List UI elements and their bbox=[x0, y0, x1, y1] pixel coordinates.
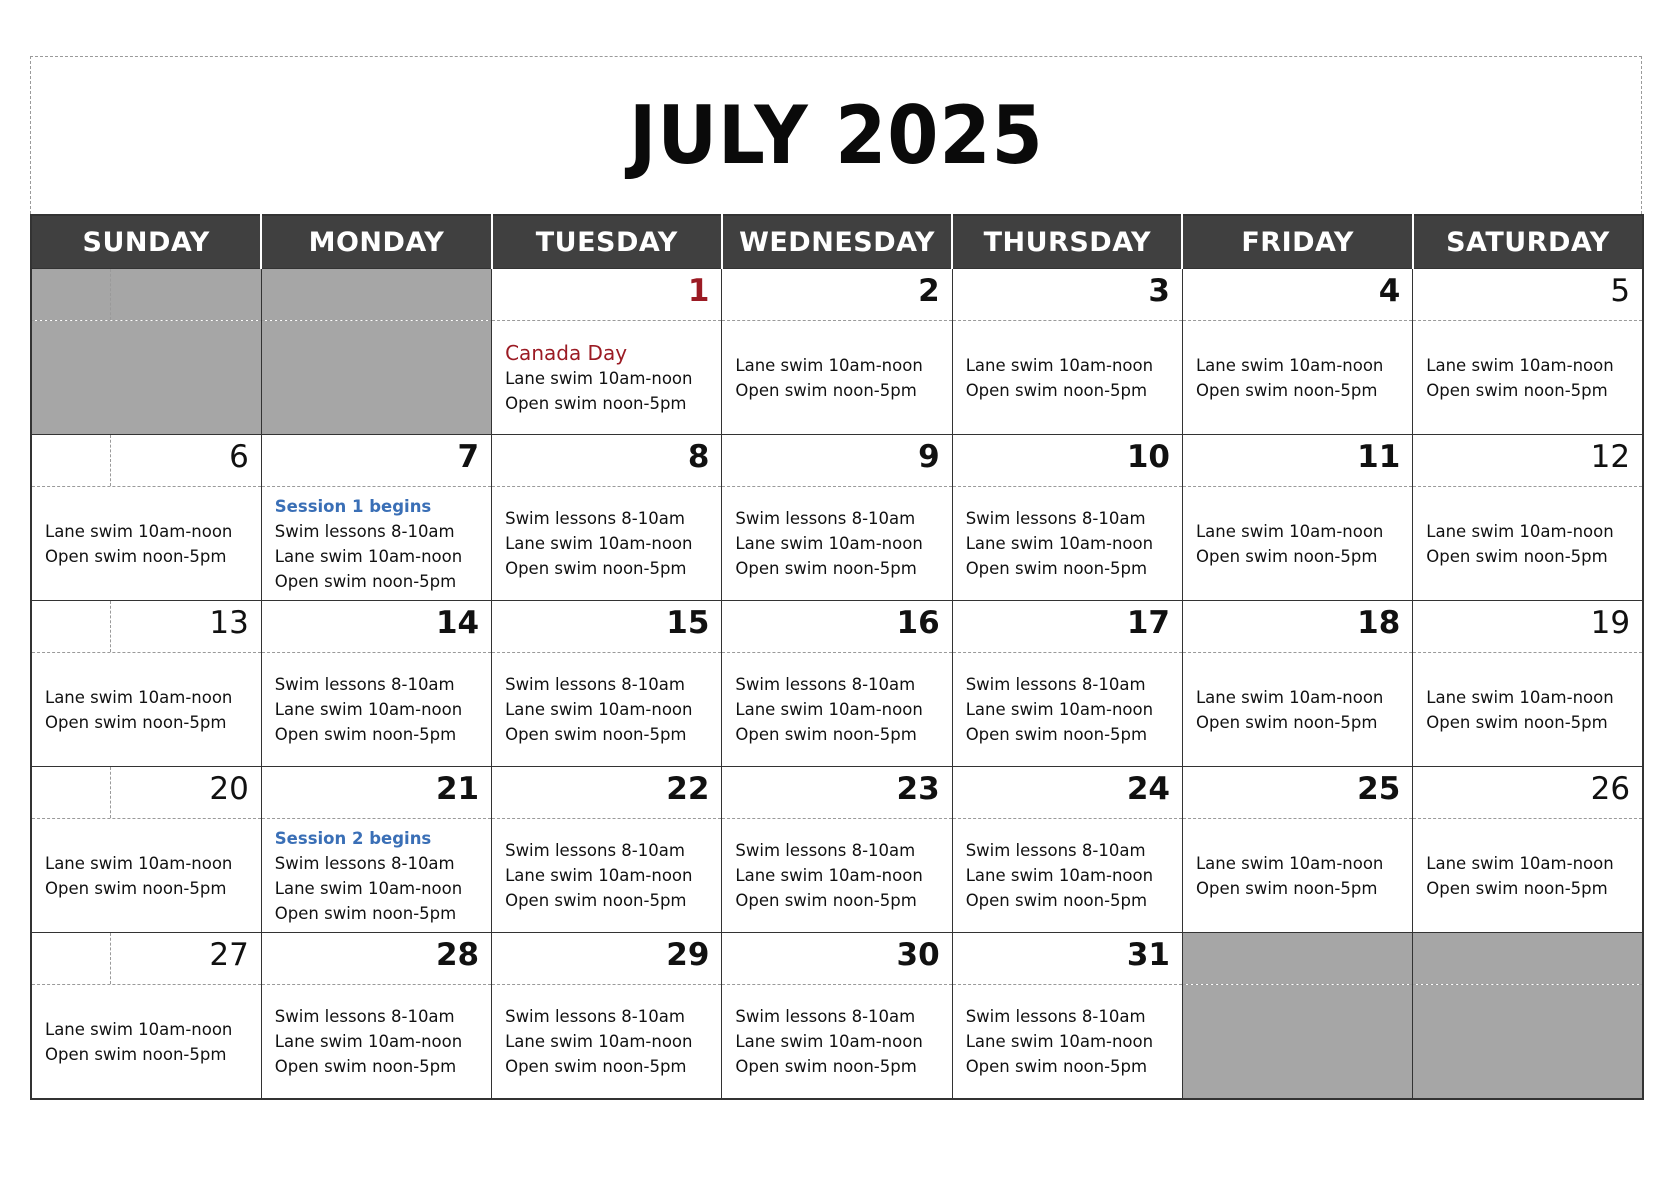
day-number: 29 bbox=[666, 937, 710, 973]
empty-day-cell bbox=[261, 269, 491, 321]
event-list bbox=[262, 985, 491, 1098]
event-list bbox=[953, 321, 1182, 434]
day-31-events-cell[interactable] bbox=[952, 985, 1182, 1100]
weekday-friday: FRIDAY bbox=[1182, 215, 1412, 269]
empty-day-cell bbox=[1413, 985, 1643, 1100]
event-item: Lane swim 10am-noon bbox=[505, 866, 693, 885]
day-number: 18 bbox=[1357, 605, 1401, 641]
event-list bbox=[262, 819, 491, 932]
day-9-number-cell[interactable] bbox=[722, 435, 952, 487]
event-list bbox=[262, 487, 491, 600]
event-item: Lane swim 10am-noon bbox=[965, 534, 1154, 553]
week-5-events-row bbox=[31, 985, 1643, 1100]
event-list bbox=[492, 653, 721, 766]
sunday-divider-line bbox=[110, 435, 111, 486]
day-number: 12 bbox=[1590, 439, 1631, 475]
day-10-events-cell[interactable] bbox=[952, 487, 1182, 601]
event-item: Lane swim 10am-noon bbox=[274, 1032, 463, 1051]
day-19-number-cell[interactable] bbox=[1413, 601, 1643, 653]
day-13-events-cell[interactable] bbox=[31, 653, 261, 767]
event-list bbox=[1413, 487, 1642, 600]
day-5-number-cell[interactable] bbox=[1413, 269, 1643, 321]
day-31-number-cell[interactable] bbox=[952, 933, 1182, 985]
event-list bbox=[32, 985, 261, 1098]
day-17-events-cell[interactable] bbox=[952, 653, 1182, 767]
day-22-events-cell[interactable] bbox=[492, 819, 722, 933]
event-item: Lane swim 10am-noon bbox=[735, 700, 923, 719]
event-list bbox=[1183, 819, 1412, 932]
day-6-number-cell[interactable] bbox=[31, 435, 261, 487]
day-number: 23 bbox=[896, 771, 940, 807]
day-19-events-cell[interactable] bbox=[1413, 653, 1643, 767]
empty-day-cell bbox=[1413, 933, 1643, 985]
weekday-sunday: SUNDAY bbox=[31, 215, 261, 269]
day-16-number-cell[interactable] bbox=[722, 601, 952, 653]
day-4-events-cell[interactable] bbox=[1182, 321, 1412, 435]
event-item: Swim lessons 8-10am bbox=[274, 1007, 455, 1026]
day-number: 15 bbox=[666, 605, 710, 641]
event-item: Swim lessons 8-10am bbox=[274, 521, 455, 541]
event-item: Open swim noon-5pm bbox=[505, 1057, 687, 1076]
day-number: 27 bbox=[209, 937, 249, 973]
week-1-events-row bbox=[31, 321, 1643, 435]
weekday-thursday: THURSDAY bbox=[952, 215, 1182, 269]
event-item: Lane swim 10am-noon bbox=[1426, 687, 1614, 707]
day-1-number-cell[interactable] bbox=[492, 269, 722, 321]
calendar-grid bbox=[30, 214, 1644, 1100]
event-item: Lane swim 10am-noon bbox=[735, 355, 923, 375]
event-item: Lane swim 10am-noon bbox=[274, 878, 463, 898]
event-item: Lane swim 10am-noon bbox=[45, 1019, 233, 1039]
day-20-events-cell[interactable] bbox=[31, 819, 261, 933]
weekday-monday: MONDAY bbox=[261, 215, 491, 269]
event-item: Open swim noon-5pm bbox=[1426, 380, 1608, 400]
sunday-divider-line bbox=[110, 933, 111, 984]
day-25-events-cell[interactable] bbox=[1182, 819, 1412, 933]
holiday-label: Canada Day bbox=[505, 340, 628, 365]
day-13-number-cell[interactable] bbox=[31, 601, 261, 653]
event-list bbox=[722, 321, 951, 434]
event-item: Open swim noon-5pm bbox=[45, 546, 227, 566]
day-number: 26 bbox=[1590, 771, 1631, 807]
day-number: 7 bbox=[457, 439, 480, 475]
event-item: Swim lessons 8-10am bbox=[735, 509, 916, 528]
session-label: Session 2 begins bbox=[274, 828, 432, 848]
event-item: Lane swim 10am-noon bbox=[45, 687, 233, 707]
day-number: 17 bbox=[1126, 605, 1170, 641]
day-22-number-cell[interactable] bbox=[492, 767, 722, 819]
day-24-events-cell[interactable] bbox=[952, 819, 1182, 933]
event-list bbox=[1413, 321, 1642, 434]
event-item: Open swim noon-5pm bbox=[735, 891, 917, 910]
day-12-events-cell[interactable] bbox=[1413, 487, 1643, 601]
day-7-events-cell[interactable] bbox=[261, 487, 491, 601]
day-7-number-cell[interactable] bbox=[261, 435, 491, 487]
event-item: Open swim noon-5pm bbox=[274, 571, 457, 591]
day-30-events-cell[interactable] bbox=[722, 985, 952, 1100]
event-item: Open swim noon-5pm bbox=[1426, 546, 1608, 566]
sunday-divider-line bbox=[110, 269, 111, 320]
event-item: Lane swim 10am-noon bbox=[45, 521, 233, 541]
weekday-header-row bbox=[31, 215, 1643, 269]
event-item: Open swim noon-5pm bbox=[735, 559, 917, 578]
day-3-number-cell[interactable] bbox=[952, 269, 1182, 321]
day-17-number-cell[interactable] bbox=[952, 601, 1182, 653]
day-15-number-cell[interactable] bbox=[492, 601, 722, 653]
event-list bbox=[1183, 487, 1412, 600]
event-item: Swim lessons 8-10am bbox=[505, 675, 685, 694]
day-number: 9 bbox=[918, 439, 940, 475]
title-area bbox=[30, 56, 1642, 214]
day-23-number-cell[interactable] bbox=[722, 767, 952, 819]
day-number: 20 bbox=[209, 771, 249, 807]
day-23-events-cell[interactable] bbox=[722, 819, 952, 933]
day-27-events-cell[interactable] bbox=[31, 985, 261, 1100]
day-number: 13 bbox=[209, 605, 249, 641]
day-14-events-cell[interactable] bbox=[261, 653, 491, 767]
empty-day-cell bbox=[1182, 985, 1412, 1100]
event-item: Open swim noon-5pm bbox=[45, 712, 227, 732]
event-item: Open swim noon-5pm bbox=[965, 559, 1148, 578]
calendar-sheet bbox=[30, 56, 1642, 1100]
event-item: Lane swim 10am-noon bbox=[505, 1032, 693, 1051]
week-2-events-row bbox=[31, 487, 1643, 601]
day-11-events-cell[interactable] bbox=[1182, 487, 1412, 601]
day-10-number-cell[interactable] bbox=[952, 435, 1182, 487]
event-item: Open swim noon-5pm bbox=[1195, 380, 1378, 400]
session-label: Session 1 begins bbox=[274, 496, 432, 516]
day-18-number-cell[interactable] bbox=[1182, 601, 1412, 653]
day-number: 16 bbox=[896, 605, 940, 641]
day-16-events-cell[interactable] bbox=[722, 653, 952, 767]
day-14-number-cell[interactable] bbox=[261, 601, 491, 653]
day-2-events-cell[interactable] bbox=[722, 321, 952, 435]
event-item: Swim lessons 8-10am bbox=[735, 1007, 916, 1026]
event-item: Swim lessons 8-10am bbox=[505, 1007, 685, 1026]
day-11-number-cell[interactable] bbox=[1182, 435, 1412, 487]
empty-day-cell bbox=[261, 321, 491, 435]
day-number: 11 bbox=[1357, 439, 1401, 475]
day-20-number-cell[interactable] bbox=[31, 767, 261, 819]
event-item: Open swim noon-5pm bbox=[1195, 878, 1378, 898]
day-4-number-cell[interactable] bbox=[1182, 269, 1412, 321]
day-25-number-cell[interactable] bbox=[1182, 767, 1412, 819]
event-item: Swim lessons 8-10am bbox=[735, 675, 916, 694]
event-item: Open swim noon-5pm bbox=[735, 1057, 917, 1076]
day-2-number-cell[interactable] bbox=[722, 269, 952, 321]
empty-day-cell bbox=[1182, 933, 1412, 985]
week-2-date-row bbox=[31, 435, 1643, 487]
weekday-wednesday: WEDNESDAY bbox=[722, 215, 952, 269]
day-12-number-cell[interactable] bbox=[1413, 435, 1643, 487]
empty-day-cell bbox=[31, 269, 261, 321]
event-list bbox=[722, 985, 951, 1098]
day-1-events-cell[interactable] bbox=[492, 321, 722, 435]
event-item: Open swim noon-5pm bbox=[965, 1057, 1148, 1076]
event-list bbox=[32, 819, 261, 932]
day-number: 21 bbox=[435, 771, 480, 807]
event-item: Lane swim 10am-noon bbox=[735, 534, 923, 553]
day-number: 4 bbox=[1378, 273, 1401, 309]
day-26-events-cell[interactable] bbox=[1413, 819, 1643, 933]
event-item: Open swim noon-5pm bbox=[965, 725, 1148, 744]
event-item: Lane swim 10am-noon bbox=[274, 700, 463, 719]
day-15-events-cell[interactable] bbox=[492, 653, 722, 767]
event-list bbox=[953, 487, 1182, 600]
calendar-body bbox=[31, 269, 1643, 1100]
day-number: 3 bbox=[1148, 273, 1170, 309]
event-item: Lane swim 10am-noon bbox=[505, 368, 693, 388]
event-item: Swim lessons 8-10am bbox=[965, 841, 1146, 860]
event-item: Open swim noon-5pm bbox=[505, 891, 687, 910]
day-8-number-cell[interactable] bbox=[492, 435, 722, 487]
day-26-number-cell[interactable] bbox=[1413, 767, 1643, 819]
day-6-events-cell[interactable] bbox=[31, 487, 261, 601]
event-item: Lane swim 10am-noon bbox=[1426, 853, 1614, 873]
day-28-events-cell[interactable] bbox=[261, 985, 491, 1100]
event-list bbox=[492, 819, 721, 932]
event-item: Open swim noon-5pm bbox=[505, 393, 687, 413]
event-item: Open swim noon-5pm bbox=[1426, 712, 1608, 732]
event-item: Lane swim 10am-noon bbox=[965, 355, 1154, 375]
day-number: 5 bbox=[1610, 273, 1631, 309]
day-number: 22 bbox=[666, 771, 710, 807]
day-21-number-cell[interactable] bbox=[261, 767, 491, 819]
event-list bbox=[722, 819, 951, 932]
event-item: Open swim noon-5pm bbox=[505, 559, 687, 578]
sunday-divider-line bbox=[110, 601, 111, 652]
empty-day-cell bbox=[31, 321, 261, 435]
event-list bbox=[492, 487, 721, 600]
event-list bbox=[32, 487, 261, 600]
event-item: Swim lessons 8-10am bbox=[965, 509, 1146, 528]
week-1-date-row bbox=[31, 269, 1643, 321]
event-list bbox=[953, 985, 1182, 1098]
day-9-events-cell[interactable] bbox=[722, 487, 952, 601]
day-18-events-cell[interactable] bbox=[1182, 653, 1412, 767]
sunday-divider-line bbox=[110, 767, 111, 818]
event-item: Lane swim 10am-noon bbox=[965, 700, 1154, 719]
calendar-title: JULY 2025 bbox=[628, 89, 1044, 182]
day-28-number-cell[interactable] bbox=[261, 933, 491, 985]
event-list bbox=[492, 985, 721, 1098]
event-item: Swim lessons 8-10am bbox=[505, 509, 685, 528]
day-number: 14 bbox=[435, 605, 480, 641]
event-item: Lane swim 10am-noon bbox=[965, 1032, 1154, 1051]
day-number: 19 bbox=[1590, 605, 1631, 641]
day-24-number-cell[interactable] bbox=[952, 767, 1182, 819]
day-29-events-cell[interactable] bbox=[492, 985, 722, 1100]
event-item: Open swim noon-5pm bbox=[735, 380, 917, 400]
week-5-date-row bbox=[31, 933, 1643, 985]
event-item: Lane swim 10am-noon bbox=[505, 534, 693, 553]
event-item: Open swim noon-5pm bbox=[1195, 712, 1378, 732]
event-item: Lane swim 10am-noon bbox=[1195, 853, 1384, 873]
day-27-number-cell[interactable] bbox=[31, 933, 261, 985]
day-number: 31 bbox=[1126, 937, 1170, 973]
day-number: 8 bbox=[687, 439, 710, 475]
event-item: Open swim noon-5pm bbox=[274, 725, 457, 744]
day-5-events-cell[interactable] bbox=[1413, 321, 1643, 435]
event-item: Lane swim 10am-noon bbox=[1426, 521, 1614, 541]
event-item: Open swim noon-5pm bbox=[965, 891, 1148, 910]
event-item: Lane swim 10am-noon bbox=[1195, 687, 1384, 707]
event-item: Lane swim 10am-noon bbox=[274, 546, 463, 566]
event-list bbox=[953, 653, 1182, 766]
day-number: 30 bbox=[896, 937, 940, 973]
event-list bbox=[32, 653, 261, 766]
event-list bbox=[262, 653, 491, 766]
weekday-saturday: SATURDAY bbox=[1413, 215, 1643, 269]
event-item: Swim lessons 8-10am bbox=[274, 675, 455, 694]
event-item: Swim lessons 8-10am bbox=[965, 675, 1146, 694]
day-number: 24 bbox=[1126, 771, 1170, 807]
event-item: Open swim noon-5pm bbox=[1426, 878, 1608, 898]
event-item: Lane swim 10am-noon bbox=[735, 866, 923, 885]
event-item: Open swim noon-5pm bbox=[505, 725, 687, 744]
event-list bbox=[1413, 653, 1642, 766]
event-item: Lane swim 10am-noon bbox=[735, 1032, 923, 1051]
week-3-date-row bbox=[31, 601, 1643, 653]
weekday-tuesday: TUESDAY bbox=[492, 215, 722, 269]
day-number: 6 bbox=[229, 439, 249, 475]
day-number: 10 bbox=[1126, 439, 1170, 475]
day-3-events-cell[interactable] bbox=[952, 321, 1182, 435]
day-8-events-cell[interactable] bbox=[492, 487, 722, 601]
event-item: Swim lessons 8-10am bbox=[505, 841, 685, 860]
day-number: 1 bbox=[687, 273, 710, 309]
event-item: Swim lessons 8-10am bbox=[965, 1007, 1146, 1026]
event-item: Lane swim 10am-noon bbox=[505, 700, 693, 719]
event-list bbox=[1413, 819, 1642, 932]
event-item: Open swim noon-5pm bbox=[1195, 546, 1378, 566]
day-29-number-cell[interactable] bbox=[492, 933, 722, 985]
event-item: Open swim noon-5pm bbox=[735, 725, 917, 744]
day-number: 2 bbox=[918, 273, 940, 309]
event-item: Open swim noon-5pm bbox=[45, 878, 227, 898]
event-item: Lane swim 10am-noon bbox=[1195, 521, 1384, 541]
event-item: Lane swim 10am-noon bbox=[965, 866, 1154, 885]
event-item: Lane swim 10am-noon bbox=[45, 853, 233, 873]
event-item: Open swim noon-5pm bbox=[274, 1057, 457, 1076]
event-item: Swim lessons 8-10am bbox=[274, 853, 455, 873]
event-list bbox=[1183, 653, 1412, 766]
day-30-number-cell[interactable] bbox=[722, 933, 952, 985]
event-list bbox=[722, 487, 951, 600]
event-list bbox=[953, 819, 1182, 932]
event-list bbox=[722, 653, 951, 766]
event-item: Open swim noon-5pm bbox=[965, 380, 1148, 400]
event-item: Lane swim 10am-noon bbox=[1195, 355, 1384, 375]
event-list bbox=[1183, 321, 1412, 434]
day-number: 28 bbox=[435, 937, 480, 973]
event-item: Open swim noon-5pm bbox=[45, 1044, 227, 1064]
week-3-events-row bbox=[31, 653, 1643, 767]
event-item: Lane swim 10am-noon bbox=[1426, 355, 1614, 375]
week-4-date-row bbox=[31, 767, 1643, 819]
event-list bbox=[492, 321, 721, 434]
day-number: 25 bbox=[1357, 771, 1401, 807]
week-4-events-row bbox=[31, 819, 1643, 933]
event-item: Open swim noon-5pm bbox=[274, 903, 457, 923]
event-item: Swim lessons 8-10am bbox=[735, 841, 916, 860]
day-21-events-cell[interactable] bbox=[261, 819, 491, 933]
